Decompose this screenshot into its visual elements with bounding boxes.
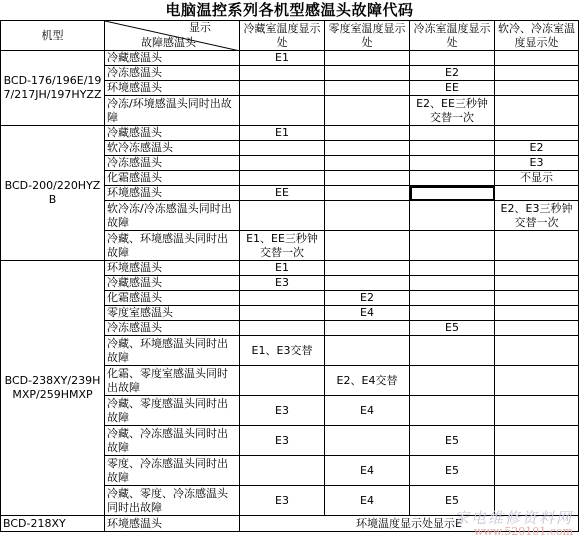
zero-code: E4: [325, 456, 410, 486]
soft-code: [495, 66, 579, 81]
zero-code: [325, 276, 410, 291]
zero-code: [325, 126, 410, 141]
freezer-code: E5: [410, 456, 495, 486]
fridge-code: [240, 291, 325, 306]
soft-code: E3: [495, 156, 579, 171]
fridge-code: [240, 96, 325, 126]
fridge-code: EE: [240, 186, 325, 201]
fridge-code: [240, 66, 325, 81]
soft-code: [495, 336, 579, 366]
header-display-label: 显示: [189, 21, 211, 34]
header-fridge: 冷藏室温度显示处: [240, 21, 325, 51]
zero-code: [325, 261, 410, 276]
fridge-code: E1: [240, 261, 325, 276]
watermark-title: 家电维修资料网: [453, 509, 573, 527]
freezer-code: E2、EE三秒钟交替一次: [410, 96, 495, 126]
soft-code: [495, 291, 579, 306]
sensor-cell: 零度、冷冻感温头同时出故障: [105, 456, 240, 486]
sensor-cell: 环境感温头: [105, 516, 240, 532]
sensor-cell: 冷冻/环境感温头同时出故障: [105, 96, 240, 126]
zero-code: E2: [325, 291, 410, 306]
sensor-cell: 冷藏、零度感温头同时出故障: [105, 396, 240, 426]
zero-code: [325, 336, 410, 366]
zero-code: [325, 426, 410, 456]
zero-code: E4: [325, 396, 410, 426]
header-row: [1, 21, 579, 51]
model-cell: BCD-238XY/239HMXP/259HMXP: [1, 261, 105, 516]
sensor-cell: 冷藏感温头: [105, 276, 240, 291]
soft-code: [495, 186, 579, 201]
fridge-code: [240, 156, 325, 171]
sensor-cell: 冷藏、环境感温头同时出故障: [105, 231, 240, 261]
freezer-code: E5: [410, 486, 495, 516]
sensor-cell: 环境感温头: [105, 261, 240, 276]
sensor-cell: 冷冻感温头: [105, 66, 240, 81]
sensor-cell: 冷藏、环境感温头同时出故障: [105, 336, 240, 366]
zero-code: E4: [325, 306, 410, 321]
freezer-code: [410, 366, 495, 396]
fridge-code: [240, 366, 325, 396]
freezer-code: E5: [410, 426, 495, 456]
sensor-cell: 化霜感温头: [105, 171, 240, 186]
fridge-code: E1、E3交替: [240, 336, 325, 366]
zero-code: E4: [325, 486, 410, 516]
freezer-code: [410, 126, 495, 141]
soft-code: [495, 426, 579, 456]
zero-code: [325, 81, 410, 96]
zero-code: E2、E4交替: [325, 366, 410, 396]
freezer-code: [410, 336, 495, 366]
header-freezer: 冷冻室温度显示处: [410, 21, 495, 51]
soft-code: [495, 231, 579, 261]
soft-code: [495, 456, 579, 486]
freezer-code: E5: [410, 321, 495, 336]
ambient-display-note: 环境温度显示处显示E: [240, 516, 579, 532]
sensor-cell: 软冷冻/冷冻感温头同时出故障: [105, 201, 240, 231]
header-model: 机型: [1, 21, 105, 51]
zero-code: [325, 66, 410, 81]
header-diagonal-cell: [105, 21, 240, 51]
fridge-code: [240, 141, 325, 156]
sensor-cell: 环境感温头: [105, 81, 240, 96]
soft-code: [495, 96, 579, 126]
fridge-code: E3: [240, 276, 325, 291]
freezer-code: [410, 261, 495, 276]
soft-code: E2: [495, 141, 579, 156]
zero-code: [325, 186, 410, 201]
sensor-cell: 冷藏感温头: [105, 126, 240, 141]
soft-code: [495, 261, 579, 276]
soft-code: [495, 276, 579, 291]
zero-code: [325, 51, 410, 66]
freezer-code: [410, 201, 495, 231]
zero-code: [325, 171, 410, 186]
fridge-code: E3: [240, 486, 325, 516]
watermark-url: www.520101.com: [473, 525, 573, 538]
selected-cell[interactable]: [410, 186, 495, 201]
soft-code: 不显示: [495, 171, 579, 186]
soft-code: [495, 81, 579, 96]
fridge-code: [240, 306, 325, 321]
sensor-cell: 冷冻感温头: [105, 321, 240, 336]
fridge-code: [240, 171, 325, 186]
freezer-code: E2: [410, 66, 495, 81]
table-row: [1, 261, 579, 276]
fault-code-table: [0, 20, 579, 532]
watermark-logo: [423, 510, 573, 538]
sensor-cell: 零度室感温头: [105, 306, 240, 321]
soft-code: [495, 306, 579, 321]
zero-code: [325, 96, 410, 126]
freezer-code: EE: [410, 81, 495, 96]
fridge-code: E1: [240, 51, 325, 66]
soft-code: [495, 396, 579, 426]
freezer-code: [410, 306, 495, 321]
zero-code: [325, 141, 410, 156]
sensor-cell: 环境感温头: [105, 186, 240, 201]
table-row: [1, 51, 579, 66]
soft-code: [495, 51, 579, 66]
freezer-code: [410, 141, 495, 156]
page-title: 电脑温控系列各机型感温头故障代码: [165, 1, 414, 19]
soft-code: E2、E3三秒钟交替一次: [495, 201, 579, 231]
fridge-code: E3: [240, 396, 325, 426]
fridge-code: [240, 321, 325, 336]
freezer-code: [410, 171, 495, 186]
fridge-code: E1: [240, 126, 325, 141]
table-row: [1, 126, 579, 141]
model-cell: BCD-176/196E/197/217JH/197HYZZ: [1, 51, 105, 126]
soft-code: [495, 366, 579, 396]
fridge-code: [240, 201, 325, 231]
freezer-code: [410, 291, 495, 306]
sensor-cell: 冷藏、零度、冷冻感温头同时出故障: [105, 486, 240, 516]
soft-code: [495, 321, 579, 336]
zero-code: [325, 201, 410, 231]
sensor-cell: 冷冻感温头: [105, 156, 240, 171]
freezer-code: [410, 276, 495, 291]
zero-code: [325, 156, 410, 171]
fridge-code: E1、EE三秒钟交替一次: [240, 231, 325, 261]
freezer-code: [410, 156, 495, 171]
header-zero: 零度室温度显示处: [325, 21, 410, 51]
sensor-cell: 化霜、零度室感温头同时出故障: [105, 366, 240, 396]
header-soft: 软冷、冷冻室温度显示处: [495, 21, 579, 51]
fridge-code: E3: [240, 426, 325, 456]
sensor-cell: 冷藏感温头: [105, 51, 240, 66]
sensor-cell: 软冷冻感温头: [105, 141, 240, 156]
freezer-code: [410, 396, 495, 426]
model-cell: BCD-218XY: [1, 516, 105, 532]
freezer-code: [410, 231, 495, 261]
soft-code: [495, 126, 579, 141]
zero-code: [325, 321, 410, 336]
fridge-code: [240, 81, 325, 96]
fridge-code: [240, 456, 325, 486]
sensor-cell: 化霜感温头: [105, 291, 240, 306]
freezer-code: [410, 51, 495, 66]
model-cell: BCD-200/220HYZB: [1, 126, 105, 261]
sensor-cell: 冷藏、冷冻感温头同时出故障: [105, 426, 240, 456]
header-sensor-label: 故障感温头: [141, 36, 196, 49]
zero-code: [325, 231, 410, 261]
